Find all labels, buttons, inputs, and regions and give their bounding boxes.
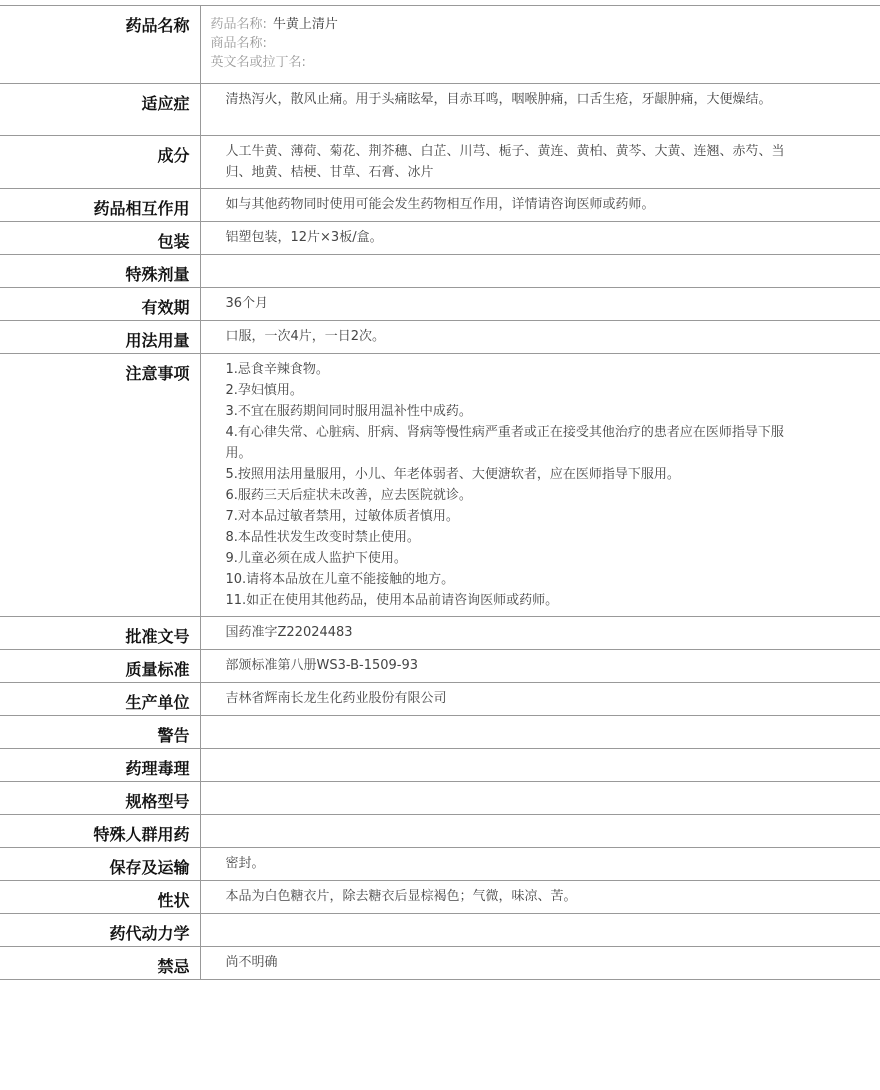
row-special-population [0,815,880,848]
label-pharmacology: 药理毒理 [0,749,200,782]
label-description: 性状 [0,881,200,914]
generic-name-key: 药品名称: [210,17,267,32]
row-standard [0,650,880,683]
row-storage [0,848,880,881]
value-dosage: 口服，一次4片，一日2次。 [200,321,880,354]
label-manufacturer: 生产单位 [0,683,200,716]
label-standard: 质量标准 [0,650,200,683]
value-ingredients: 人工牛黄、薄荷、菊花、荆芥穗、白芷、川芎、栀子、黄连、黄柏、黄芩、大黄、连翘、赤芍、当归、地黄、桔梗、甘草、石膏、冰片 [200,136,880,189]
row-manufacturer [0,683,880,716]
label-contraindications: 禁忌 [0,947,200,980]
row-approval [0,617,880,650]
value-precautions [200,354,880,617]
row-warning [0,716,880,749]
label-precautions: 注意事项 [0,354,200,617]
row-indications [0,84,880,136]
value-warning [200,716,880,749]
precaution-item: 3.不宜在服药期间同时服用温补性中成药。 [225,404,472,419]
value-indications: 清热泻火，散风止痛。用于头痛眩晕，目赤耳鸣，咽喉肿痛，口舌生疮，牙龈肿痛，大便燥结。 [200,84,880,136]
english-name-key: 英文名或拉丁名: [210,55,306,70]
value-manufacturer: 吉林省辉南长龙生化药业股份有限公司 [200,683,880,716]
row-dosage [0,321,880,354]
value-description: 本品为白色糖衣片，除去糖衣后显棕褐色；气微，味凉、苦。 [200,881,880,914]
label-approval: 批准文号 [0,617,200,650]
label-ingredients: 成分 [0,136,200,189]
label-indications: 适应症 [0,84,200,136]
precaution-item: 7.对本品过敏者禁用，过敏体质者慎用。 [225,509,459,524]
label-warning: 警告 [0,716,200,749]
value-interactions: 如与其他药物同时使用可能会发生药物相互作用，详情请咨询医师或药师。 [200,189,880,222]
drug-info-table [0,5,880,980]
precaution-item: 8.本品性状发生改变时禁止使用。 [225,530,420,545]
label-dosage: 用法用量 [0,321,200,354]
precaution-item: 5.按照用法用量服用，小儿、年老体弱者、大便溏软者，应在医师指导下服用。 [225,467,680,482]
value-spec [200,782,880,815]
precaution-item: 1.忌食辛辣食物。 [225,362,329,377]
precaution-item: 4.有心律失常、心脏病、肝病、肾病等慢性病严重者或正在接受其他治疗的患者应在医师指导下服用。 [225,425,784,461]
value-special-population [200,815,880,848]
precaution-item: 9.儿童必须在成人监护下使用。 [225,551,407,566]
generic-name-line [211,15,871,34]
precaution-item: 6.服药三天后症状未改善，应去医院就诊。 [225,488,472,503]
row-description [0,881,880,914]
value-pharmacology [200,749,880,782]
label-special-population: 特殊人群用药 [0,815,200,848]
row-ingredients [0,136,880,189]
label-pharmacokinetics: 药代动力学 [0,914,200,947]
precaution-item: 11.如正在使用其他药品，使用本品前请咨询医师或药师。 [225,593,559,608]
value-approval: 国药准字Z22024483 [200,617,880,650]
trade-name-line [211,34,871,53]
label-interactions: 药品相互作用 [0,189,200,222]
label-shelf-life: 有效期 [0,288,200,321]
row-shelf-life [0,288,880,321]
label-drug-name: 药品名称 [0,6,200,84]
row-spec [0,782,880,815]
english-name-line [211,53,871,72]
row-drug-name [0,6,880,84]
value-shelf-life: 36个月 [200,288,880,321]
value-standard: 部颁标准第八册WS3-B-1509-93 [200,650,880,683]
trade-name-key: 商品名称: [210,36,267,51]
label-special-dosage: 特殊剂量 [0,255,200,288]
value-contraindications: 尚不明确 [200,947,880,980]
drug-info-sheet [0,5,880,980]
row-pharmacokinetics [0,914,880,947]
row-pharmacology [0,749,880,782]
label-spec: 规格型号 [0,782,200,815]
value-drug-name [200,6,880,84]
row-precautions [0,354,880,617]
generic-name-value: 牛黄上清片 [272,17,338,32]
label-package: 包装 [0,222,200,255]
precaution-item: 2.孕妇慎用。 [225,383,303,398]
row-special-dosage [0,255,880,288]
value-pharmacokinetics [200,914,880,947]
label-storage: 保存及运输 [0,848,200,881]
row-package [0,222,880,255]
row-contraindications [0,947,880,980]
value-special-dosage [200,255,880,288]
row-interactions [0,189,880,222]
value-package: 铝塑包装，12片×3板/盒。 [200,222,880,255]
value-storage: 密封。 [200,848,880,881]
precaution-item: 10.请将本品放在儿童不能接触的地方。 [225,572,455,587]
